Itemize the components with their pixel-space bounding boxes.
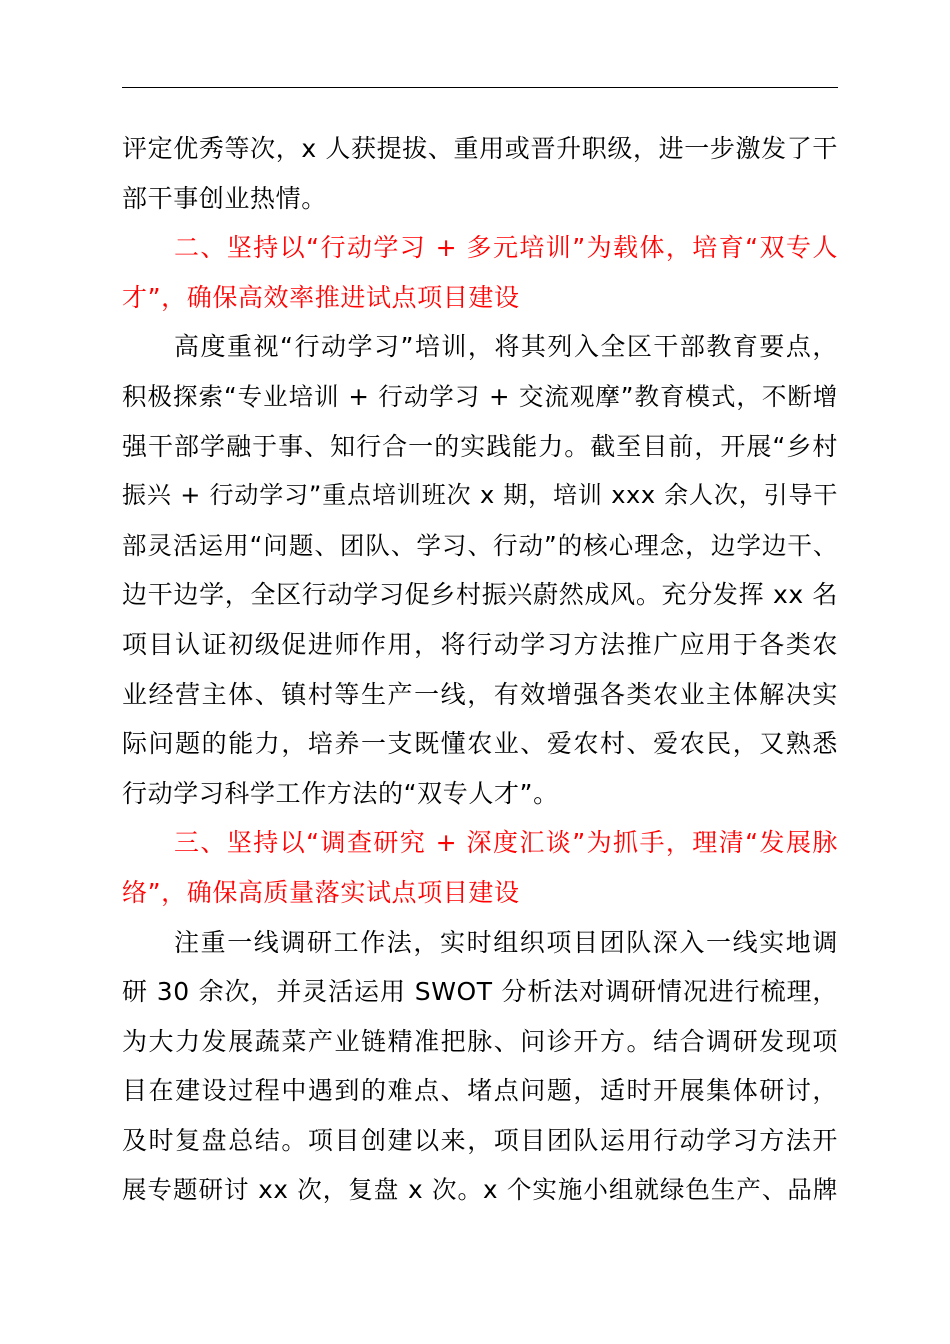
body-line: 部灵活运用“问题、团队、学习、行动”的核心理念，边学边干、 [122, 530, 838, 560]
body-line: 项目认证初级促进师作用，将行动学习方法推广应用于各类农 [122, 629, 838, 659]
body-line: 为大力发展蔬菜产业链精准把脉、问诊开方。结合调研发现项 [122, 1026, 838, 1056]
section-heading-2: 二、坚持以“行动学习 + 多元培训”为载体，培育“双专人 [174, 233, 838, 263]
body-line: 评定优秀等次，x 人获提拔、重用或晋升职级，进一步激发了干 [122, 134, 838, 163]
document-body [122, 124, 838, 1215]
body-line: 业经营主体、镇村等生产一线，有效增强各类农业主体解决实 [122, 679, 838, 709]
body-line: 积极探索“专业培训 + 行动学习 + 交流观摩”教育模式，不断增 [122, 381, 838, 411]
section-heading-3-cont: 络”，确保高质量落实试点项目建设 [122, 877, 520, 907]
body-line: 目在建设过程中遇到的难点、堵点问题，适时开展集体研讨， [122, 1076, 838, 1106]
body-line: 及时复盘总结。项目创建以来，项目团队运用行动学习方法开 [122, 1125, 838, 1155]
body-line: 注重一线调研工作法，实时组织项目团队深入一线实地调 [174, 927, 838, 957]
body-line: 部干事创业热情。 [122, 183, 327, 213]
section-heading-3: 三、坚持以“调查研究 + 深度汇谈”为抓手，理清“发展脉 [174, 828, 838, 858]
body-line: 高度重视“行动学习”培训，将其列入全区干部教育要点， [174, 332, 838, 362]
body-line: 研 30 余次，并灵活运用 SWOT 分析法对调研情况进行梳理， [122, 977, 838, 1007]
section-heading-2-cont: 才”，确保高效率推进试点项目建设 [122, 282, 520, 312]
header-rule [122, 87, 838, 88]
body-line: 强干部学融于事、知行合一的实践能力。截至目前，开展“乡村 [122, 431, 838, 461]
body-line: 振兴 + 行动学习”重点培训班次 x 期，培训 xxx 余人次，引导干 [122, 481, 838, 510]
body-line: 边干边学，全区行动学习促乡村振兴蔚然成风。充分发挥 xx 名 [122, 580, 838, 610]
body-line: 展专题研讨 xx 次，复盘 x 次。x 个实施小组就绿色生产、品牌 [122, 1175, 838, 1205]
body-line: 行动学习科学工作方法的“双专人才”。 [122, 778, 559, 808]
body-line: 际问题的能力，培养一支既懂农业、爱农村、爱农民，又熟悉 [122, 729, 838, 759]
